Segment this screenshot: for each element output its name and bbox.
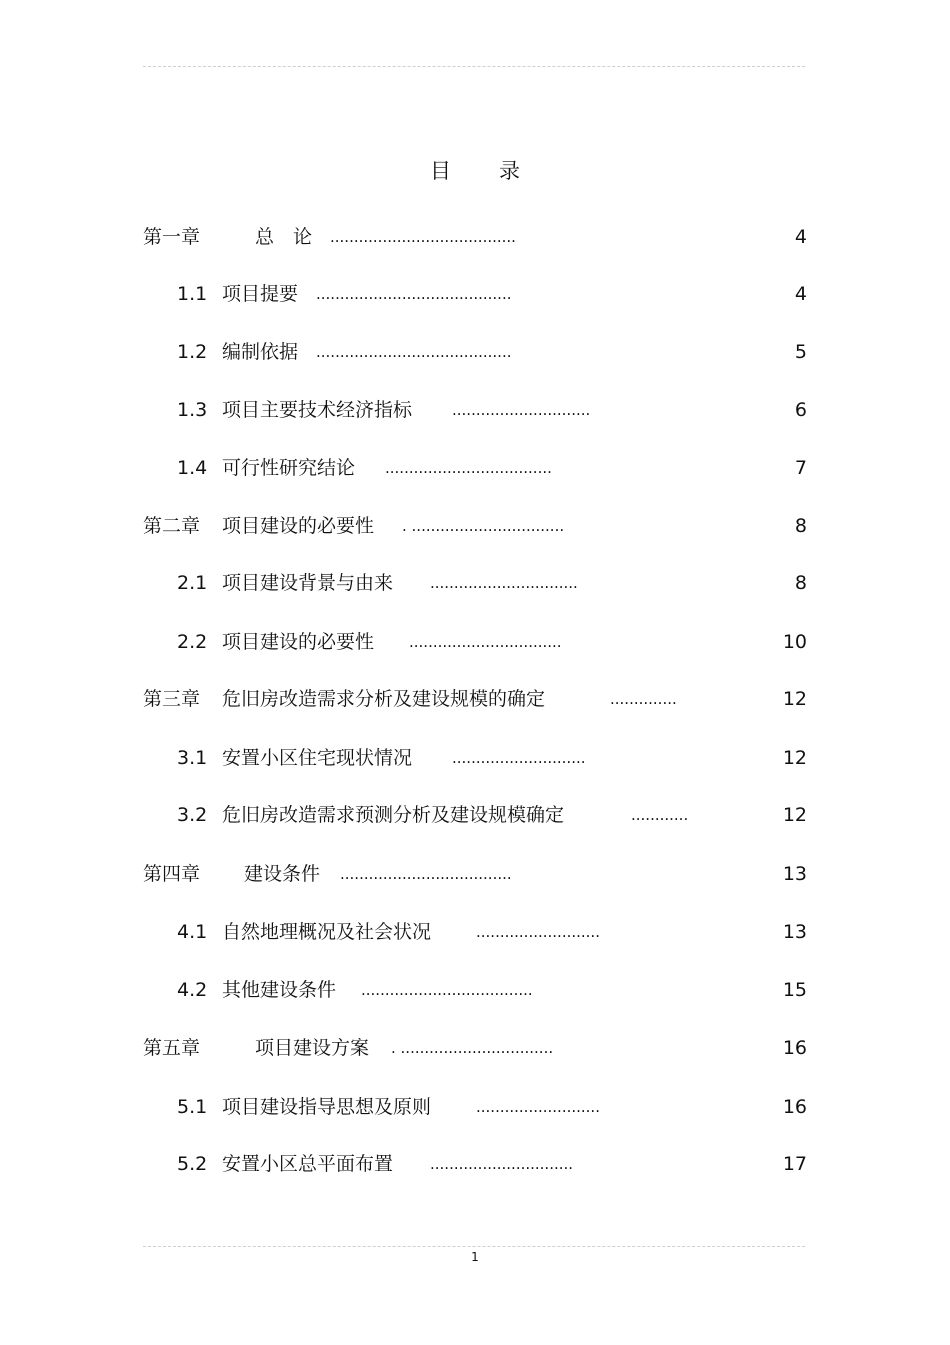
toc-entry-number: 2.1 (177, 572, 208, 594)
toc-entry-title: 编制依据 (222, 341, 299, 363)
toc-entry-page-number: 16 (782, 1037, 807, 1059)
toc-entry-page-number: 15 (782, 979, 807, 1001)
toc-entry-page-number: 12 (782, 804, 807, 826)
toc-entry-leader-dots: ............................... (430, 574, 578, 592)
toc-entry-number: 第四章 (143, 863, 201, 885)
toc-entry-number: 4.2 (177, 979, 208, 1001)
toc-entry-title: 建设条件 (244, 863, 321, 885)
toc-entry-title: 项目建设的必要性 (222, 515, 375, 537)
toc-entry-number: 3.2 (177, 804, 208, 826)
toc-entry-number: 1.2 (177, 341, 208, 363)
toc-entry-title: 项目主要技术经济指标 (222, 399, 413, 421)
toc-entry-number: 1.4 (177, 457, 208, 479)
toc-entry-title: 项目建设方案 (255, 1037, 370, 1059)
toc-entry-title: 危旧房改造需求预测分析及建设规模确定 (222, 804, 565, 826)
toc-entry-page-number: 4 (794, 283, 807, 305)
toc-entry-number: 第二章 (143, 515, 201, 537)
toc-entry-leader-dots: .................................... (361, 981, 533, 999)
toc-entry-page-number: 6 (794, 399, 807, 421)
toc-entry-number: 5.1 (177, 1096, 208, 1118)
toc-entry-leader-dots: .......................... (476, 1098, 600, 1116)
toc-entry-leader-dots: .............................. (430, 1155, 574, 1173)
toc-entry-title: 项目提要 (222, 283, 299, 305)
toc-entry-page-number: 12 (782, 747, 807, 769)
toc-entry-title: 安置小区住宅现状情况 (222, 747, 413, 769)
toc-entry-title: 安置小区总平面布置 (222, 1153, 394, 1175)
toc-entry-leader-dots: ......................................... (316, 343, 512, 361)
toc-entry-number: 1.3 (177, 399, 208, 421)
toc-entry-title: 项目建设背景与由来 (222, 572, 394, 594)
toc-entry-leader-dots: ............ (631, 806, 689, 824)
toc-entry-page-number: 13 (782, 863, 807, 885)
toc-entry-leader-dots: ............................. (452, 401, 591, 419)
toc-entry-number: 1.1 (177, 283, 208, 305)
toc-entry-leader-dots: ................................ (409, 633, 562, 651)
toc-entry-title: 项目建设的必要性 (222, 631, 375, 653)
toc-entry-title: 自然地理概况及社会状况 (222, 921, 432, 943)
toc-entry-page-number: 17 (782, 1153, 807, 1175)
footer-rule (143, 1246, 805, 1247)
toc-entry-leader-dots: .............. (610, 690, 677, 708)
footer-page-number: 1 (471, 1250, 479, 1264)
toc-entry-title: 总 论 (255, 226, 313, 248)
toc-entry-leader-dots: .......................... (476, 923, 600, 941)
toc-entry-leader-dots: ................................... (385, 459, 552, 477)
toc-entry-page-number: 8 (794, 515, 807, 537)
toc-entry-number: 3.1 (177, 747, 208, 769)
toc-entry-page-number: 12 (782, 688, 807, 710)
toc-entry-page-number: 8 (794, 572, 807, 594)
toc-entry-page-number: 4 (794, 226, 807, 248)
toc-entry-number: 第三章 (143, 688, 201, 710)
toc-entry-page-number: 5 (794, 341, 807, 363)
toc-entry-number: 2.2 (177, 631, 208, 653)
title-char-2: 录 (499, 159, 520, 183)
toc-entry-number: 第五章 (143, 1037, 201, 1059)
toc-entry-number: 5.2 (177, 1153, 208, 1175)
title-char-1: 目 (430, 159, 451, 183)
toc-entry-leader-dots: . ................................ (391, 1039, 554, 1057)
toc-entry-page-number: 10 (782, 631, 807, 653)
toc-entry-leader-dots: ....................................... (330, 228, 516, 246)
toc-entry-number: 4.1 (177, 921, 208, 943)
toc-entry-page-number: 7 (794, 457, 807, 479)
toc-entry-title: 项目建设指导思想及原则 (222, 1096, 432, 1118)
toc-entry-title: 其他建设条件 (222, 979, 337, 1001)
toc-entry-page-number: 13 (782, 921, 807, 943)
toc-entry-title: 可行性研究结论 (222, 457, 356, 479)
toc-entry-leader-dots: .................................... (340, 865, 512, 883)
toc-entry-number: 第一章 (143, 226, 201, 248)
toc-entry-page-number: 16 (782, 1096, 807, 1118)
toc-entry-leader-dots: ............................ (452, 749, 586, 767)
page-title (0, 155, 950, 185)
toc-entry-leader-dots: . ................................ (402, 517, 565, 535)
header-rule (143, 66, 805, 67)
toc-entry-title: 危旧房改造需求分析及建设规模的确定 (222, 688, 546, 710)
toc-entry-leader-dots: ......................................... (316, 285, 512, 303)
